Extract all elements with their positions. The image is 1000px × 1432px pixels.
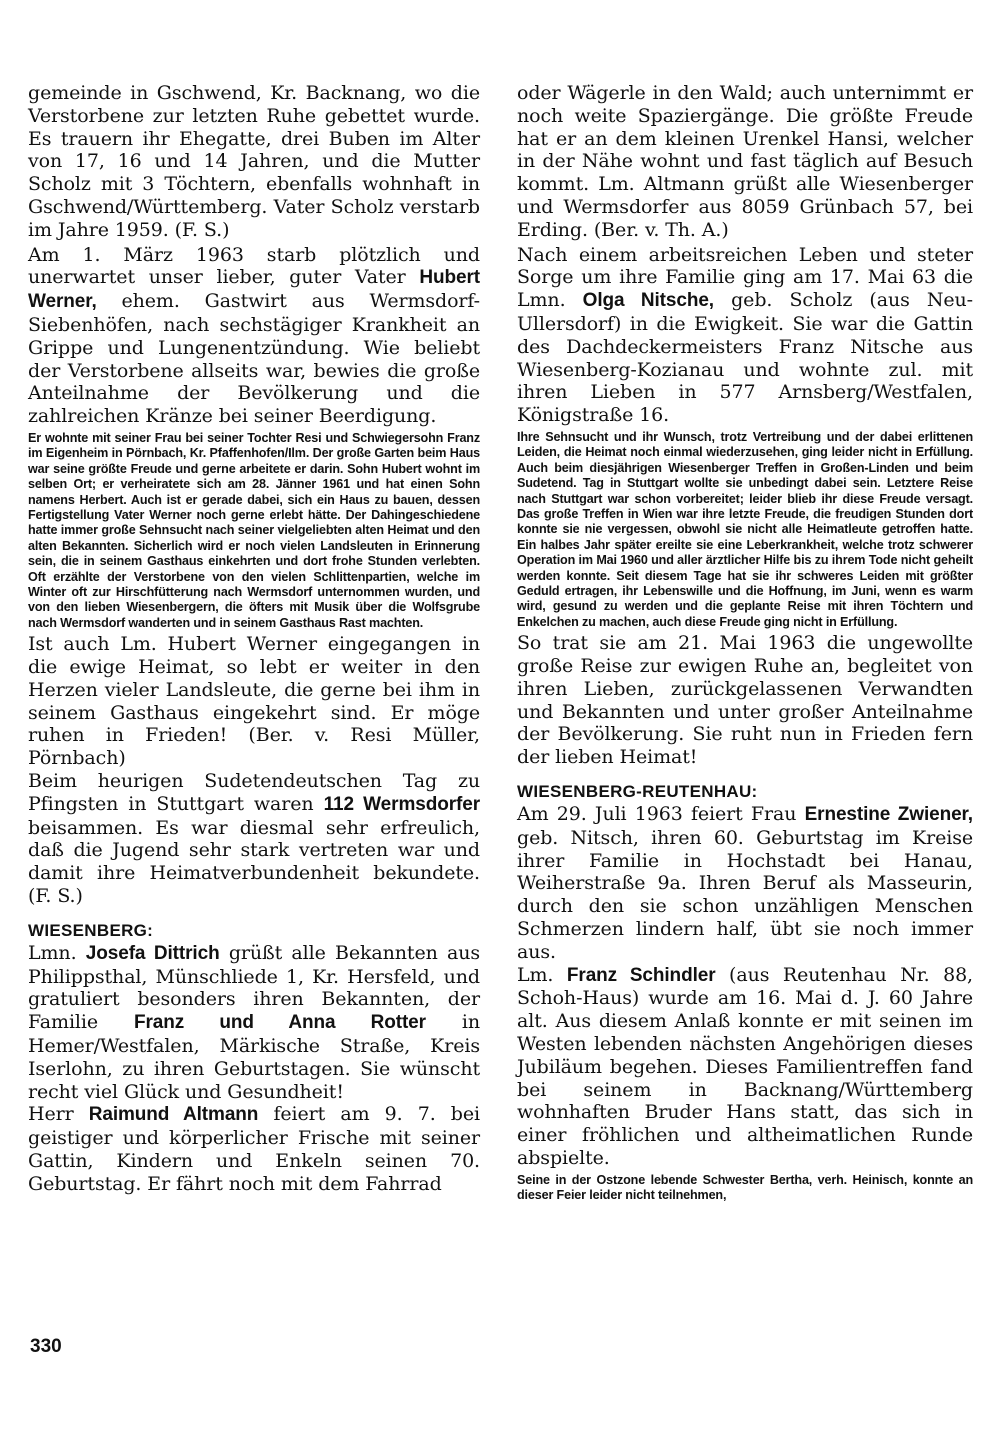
name-josefa-dittrich: Josefa Dittrich — [85, 942, 220, 964]
paragraph-altmann-continued: oder Wägerle in den Wald; auch unternimmt er noch weite Spaziergänge. Die größte Freude hat er an dem kleinen Urenkel Hansi, welcher in der Nähe wohnt und fast täglich auf Besuch kommt. Lm. Altmann grüßt alle Wiesenberger und Wermsdorfer aus 8059 Grünbach 57, bei Erding. (Ber. v. Th. A.) — [517, 82, 973, 241]
paragraph-bertha-heinisch: Seine in der Ostzone lebende Schwester Bertha, verh. Heinisch, konnte an dieser Feier leider nicht teilnehmen, — [517, 1172, 973, 1203]
paragraph-josefa-dittrich: Lmn. Josefa Dittrich grüßt alle Bekannten aus Philippsthal, Münschliede 1, Kr. Hersfeld, und gratuliert besonders ihren Bekannten, der Familie Franz und Anna Rotter in Hemer/Westfalen, Märkische Straße, Kreis Iserlohn, zu ihren Geburtstagen. Sie wünscht recht viel Glück und Gesundheit! — [28, 941, 481, 1103]
paragraph-olga-nitsche-farewell: So trat sie am 21. Mai 1963 die ungewollte große Reise zur ewigen Ruhe an, begleitet von ihren Lieben, zurückgelassenen Verwandten und Bekannten und unter großer Anteilnahme der Bevölkerung. Sie ruht nun in Frieden fern der lieben Heimat! — [517, 632, 973, 769]
paragraph-olga-nitsche-death: Nach einem arbeitsreichen Leben und steter Sorge um ihre Familie ging am 17. Mai 63 die Lmn. Olga Nitsche, geb. Scholz (aus Neu-Ullersdorf) in die Ewigkeit. Sie war die Gattin des Dachdeckermeisters Franz Nitsche aus Wiesenberg-Kozianau und wohnte zul. mit ihren Lieben in 577 Arnsberg/Westfalen, Königstraße 16. — [517, 243, 974, 427]
name-olga-nitsche: Olga Nitsche, — [582, 290, 714, 312]
page-number: 330 — [30, 1336, 62, 1357]
paragraph-sudetendeutscher-tag: Beim heurigen Sudetendeutschen Tag zu Pfingsten in Stuttgart waren 112 Wermsdorfer beisammen. Es war diesmal sehr erfreulich, daß die Jugend sehr stark vertreten war und damit ihre Heimatverbundenheit bekundete. (F. S.) — [28, 770, 480, 907]
paragraph-hubert-werner-details: Er wohnte mit seiner Frau bei seiner Tochter Resi und Schwiegersohn Franz im Eigenheim in Pörnbach, Kr. Pfaffenhofen/Ilm. Der große Garten beim Haus war seine größte Freude und gerne arbeitete er darin. Sohn Hubert wohnt im selben Ort; er verheiratete sich am 28. Jänner 1961 und hat einen Sohn namens Herbert. Auch ist er gerade dabei, sich ein Haus zu bauen, dessen Fertigstellung Vater Werner noch gerne erlebt hätte. Der Dahingeschiedene hatte immer große Sehnsucht nach seiner vielgeliebten alten Heimat und den alten Bekannten. Sicherlich wird er noch vielen Landsleuten in Erinnerung sein, die in seinem Gasthaus einkehrten und dort frohe Stunden verlebten. Oft erzählte der Verstorbene von den vielen Schlittenpartien, welche im Winter oft zur Hirschfütterung nach Wermsdorf unternommen wurden, und von den lieben Wiesenbergern, die öfters mit Musik über die Wolfsgrube nach Wermsdorf wanderten und in seinem Gasthaus Rast machten. — [28, 430, 480, 630]
paragraph-raimund-altmann: Herr Raimund Altmann feiert am 9. 7. bei geistiger und körperlicher Frische mit seiner Gattin, Kindern und Enkeln seinen 70. Geburtstag. Er fährt noch mit dem Fahrrad — [28, 1103, 480, 1195]
name-wermsdorfer: 112 Wermsdorfer — [323, 793, 480, 815]
paragraph-franz-schindler: Lm. Franz Schindler (aus Reutenhau Nr. 88, Schoh-Haus) wurde am 16. Mai d. J. 60 Jahre alt. Aus diesem Anlaß konnte er mit seinen im Westen lebenden nächsten Angehörigen dieses Jubiläum begehen. Dieses Familientreffen fand bei seinem in Backnang/Württemberg wohnhaften Bruder Hans statt, das sich in einer fröhlichen und altheimatlichen Runde abspielte. — [517, 963, 973, 1169]
section-heading-wiesenberg: WIESENBERG: — [28, 920, 154, 940]
right-column — [517, 82, 973, 1206]
left-column — [28, 82, 480, 1196]
paragraph-olga-nitsche-details: Ihre Sehnsucht und ihr Wunsch, trotz Vertreibung und der dabei erlittenen Leiden, die Heimat noch einmal wiederzusehen, ging leider nicht in Erfüllung. Auch beim diesjährigen Wiesenberger Treffen in Großen-Linden und beim Sudetend. Tag in Stuttgart wollte sie unbedingt dabei sein. Letztere Reise nach Stuttgart war schon vorbereitet; leider blieb ihr diese Freude versagt. Das große Treffen in Wien war ihre letzte Freude, die freudigen Stunden dort konnte sie nie vergessen, obwohl sie nicht alle Heimatleute getroffen hatte. Ein halbes Jahr später ereilte sie eine Leberkrankheit, welche trotz schwerer Operation im Mai 1960 und aller ärztlicher Hilfe bis zu ihrem Tode nicht geheilt werden konnte. Seit diesem Tage hat sie ihr schweres Leiden mit größter Geduld ertragen, ihr Lebenswille und die Hoffnung, im Juni, wenn es warm wird, gesund zu werden und die geplante Reise mit ihren Töchtern und Enkelchen zu machen, auch diese Freude ging nicht in Erfüllung. — [517, 429, 973, 629]
name-raimund-altmann: Raimund Altmann — [88, 1104, 259, 1126]
name-franz-schindler: Franz Schindler — [566, 964, 716, 986]
paragraph-hubert-werner-death: Am 1. März 1963 starb plötzlich und unerwartet unser lieber, guter Vater Hubert Werner, ehem. Gastwirt aus Wermsdorf-Siebenhöfen, nach sechstägiger Krankheit an Grippe und Lungenentzündung. Wie beliebt der Verstorbene allseits war, bewies die große Anteilnahme der Bevölkerung und die zahlreichen Kränze bei seiner Beerdigung. — [28, 243, 480, 428]
section-heading-wiesenberg-reutenhau: WIESENBERG-REUTENHAU: — [517, 782, 758, 802]
name-ernestine-zwiener: Ernestine Zwiener, — [804, 804, 973, 826]
paragraph-ernestine-zwiener: Am 29. Juli 1963 feiert Frau Ernestine Zwiener, geb. Nitsch, ihren 60. Geburtstag im Kreise ihrer Familie in Hochstadt bei Hanau, Weiherstraße 9a. Ihren Beruf als Masseurin, durch den sie schon unzähligen Menschen Schmerzen lindern half, übt sie noch immer aus. — [517, 803, 973, 963]
paragraph-gschwend: gemeinde in Gschwend, Kr. Backnang, wo die Verstorbene zur letzten Ruhe gebettet wurde. Es trauern ihr Ehegatte, drei Buben im Alter von 17, 16 und 14 Jahren, und die Mutter Scholz mit 3 Töchtern, ebenfalls wohnhaft in Gschwend/Württemberg. Vater Scholz verstarb im Jahre 1959. (F. S.) — [28, 82, 480, 241]
paragraph-hubert-werner-memory: Ist auch Lm. Hubert Werner eingegangen in die ewige Heimat, so lebt er weiter in den Herzen vieler Landsleute, die gerne bei ihm in seinem Gasthaus eingekehrt sind. Er möge ruhen in Frieden! (Ber. v. Resi Müller, Pörnbach) — [28, 633, 480, 770]
name-franz-anna-rotter: Franz und Anna Rotter — [133, 1012, 426, 1034]
name-hubert-werner: Hubert Werner, — [28, 267, 480, 313]
